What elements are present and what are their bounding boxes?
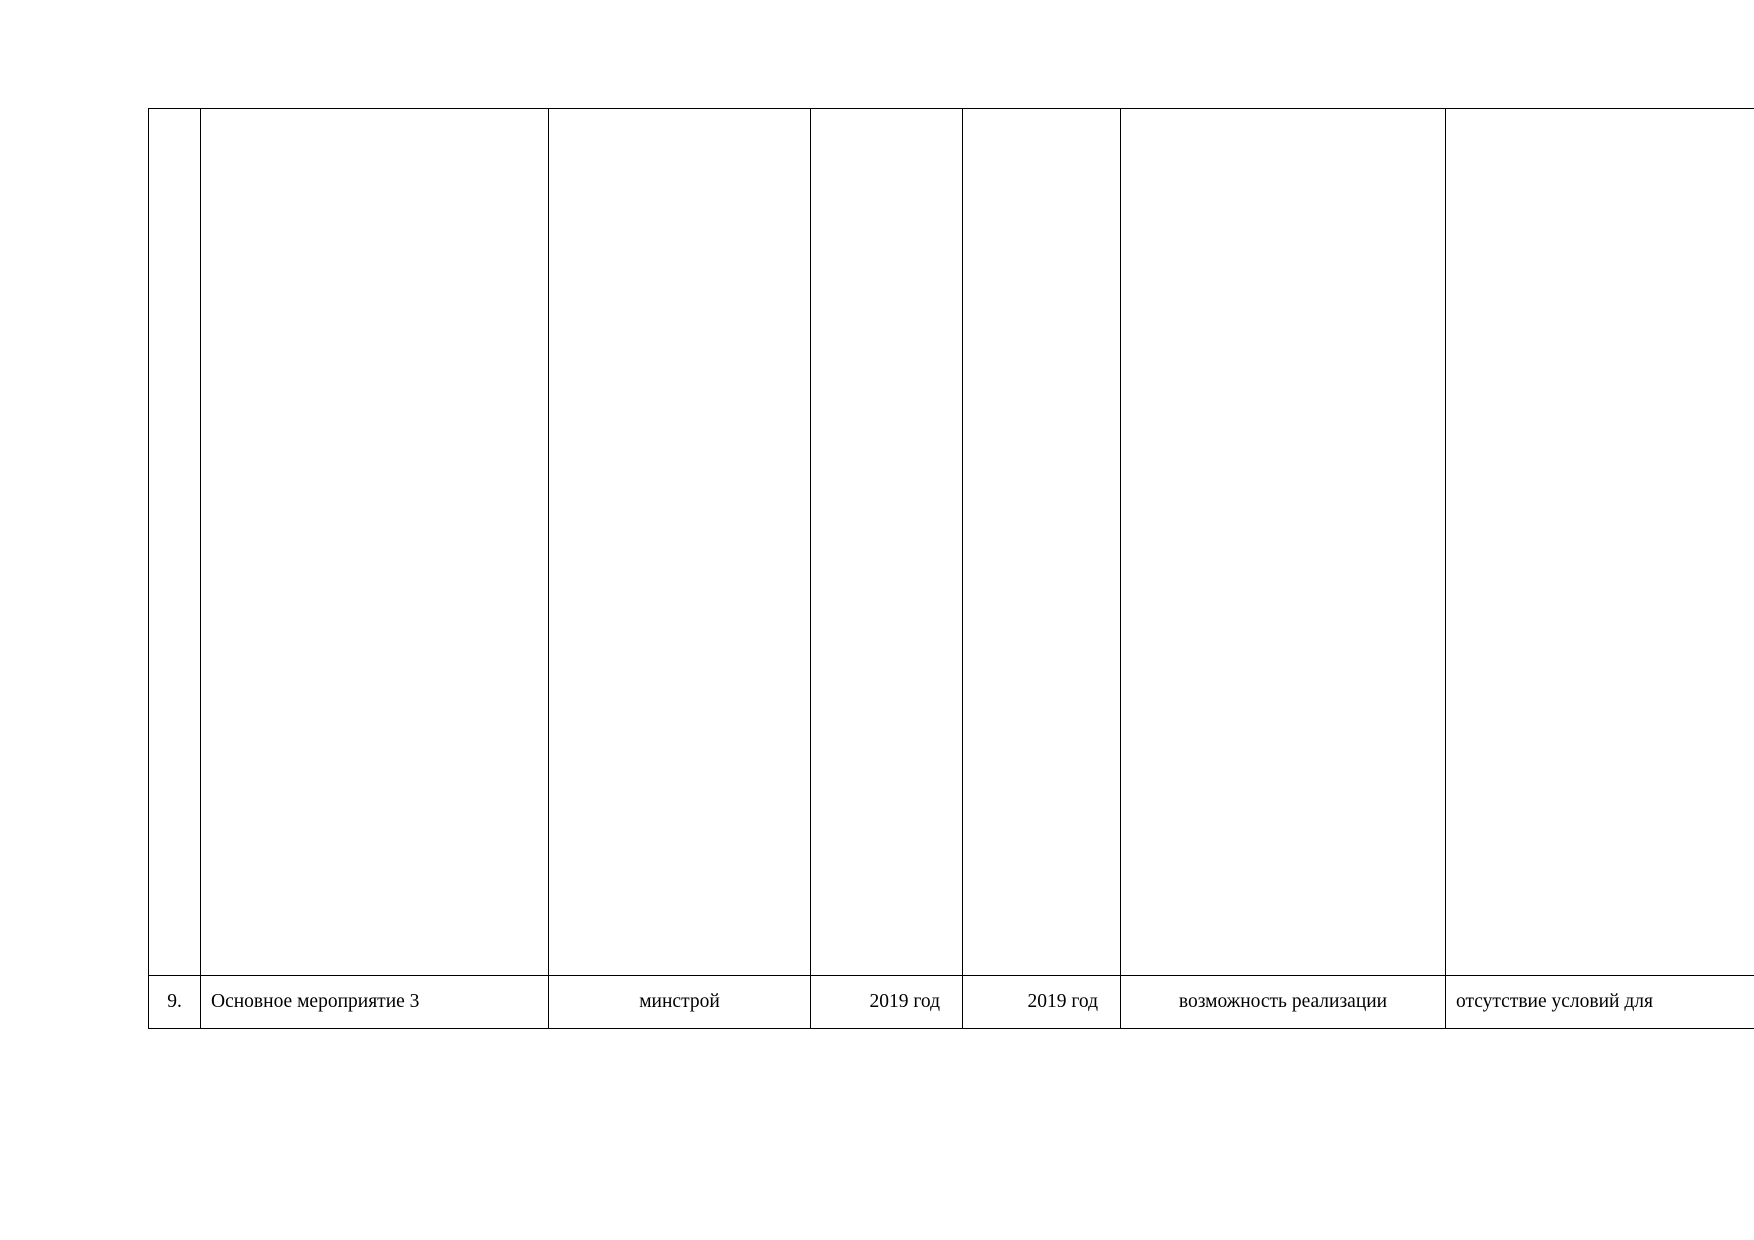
expected-result-cell xyxy=(1121,109,1446,976)
row-number: 9. xyxy=(167,990,182,1012)
expected-result: возможность реализации xyxy=(1178,990,1388,1012)
table-row xyxy=(149,109,1754,976)
event-name-cell xyxy=(201,976,549,1029)
table-row xyxy=(149,976,1754,1029)
event-name: Основное мероприятие 3 xyxy=(211,990,420,1012)
start-date-cell xyxy=(811,976,963,1029)
risk-cell xyxy=(1446,976,1754,1029)
end-date: 2019 год xyxy=(1027,990,1098,1012)
executor: минстрой xyxy=(639,990,720,1012)
executor-cell xyxy=(549,109,811,976)
end-date-cell xyxy=(963,976,1121,1029)
risk-cell xyxy=(1446,109,1754,976)
risk-consequences: отсутствие условий для xyxy=(1456,990,1653,1012)
row-number-cell xyxy=(149,976,201,1029)
program-events-table xyxy=(148,108,1754,1029)
end-date-cell xyxy=(963,109,1121,976)
executor-cell xyxy=(549,976,811,1029)
expected-result-cell xyxy=(1121,976,1446,1029)
start-date-cell xyxy=(811,109,963,976)
start-date: 2019 год xyxy=(869,990,940,1012)
event-name-cell xyxy=(201,109,549,976)
row-number-cell xyxy=(149,109,201,976)
